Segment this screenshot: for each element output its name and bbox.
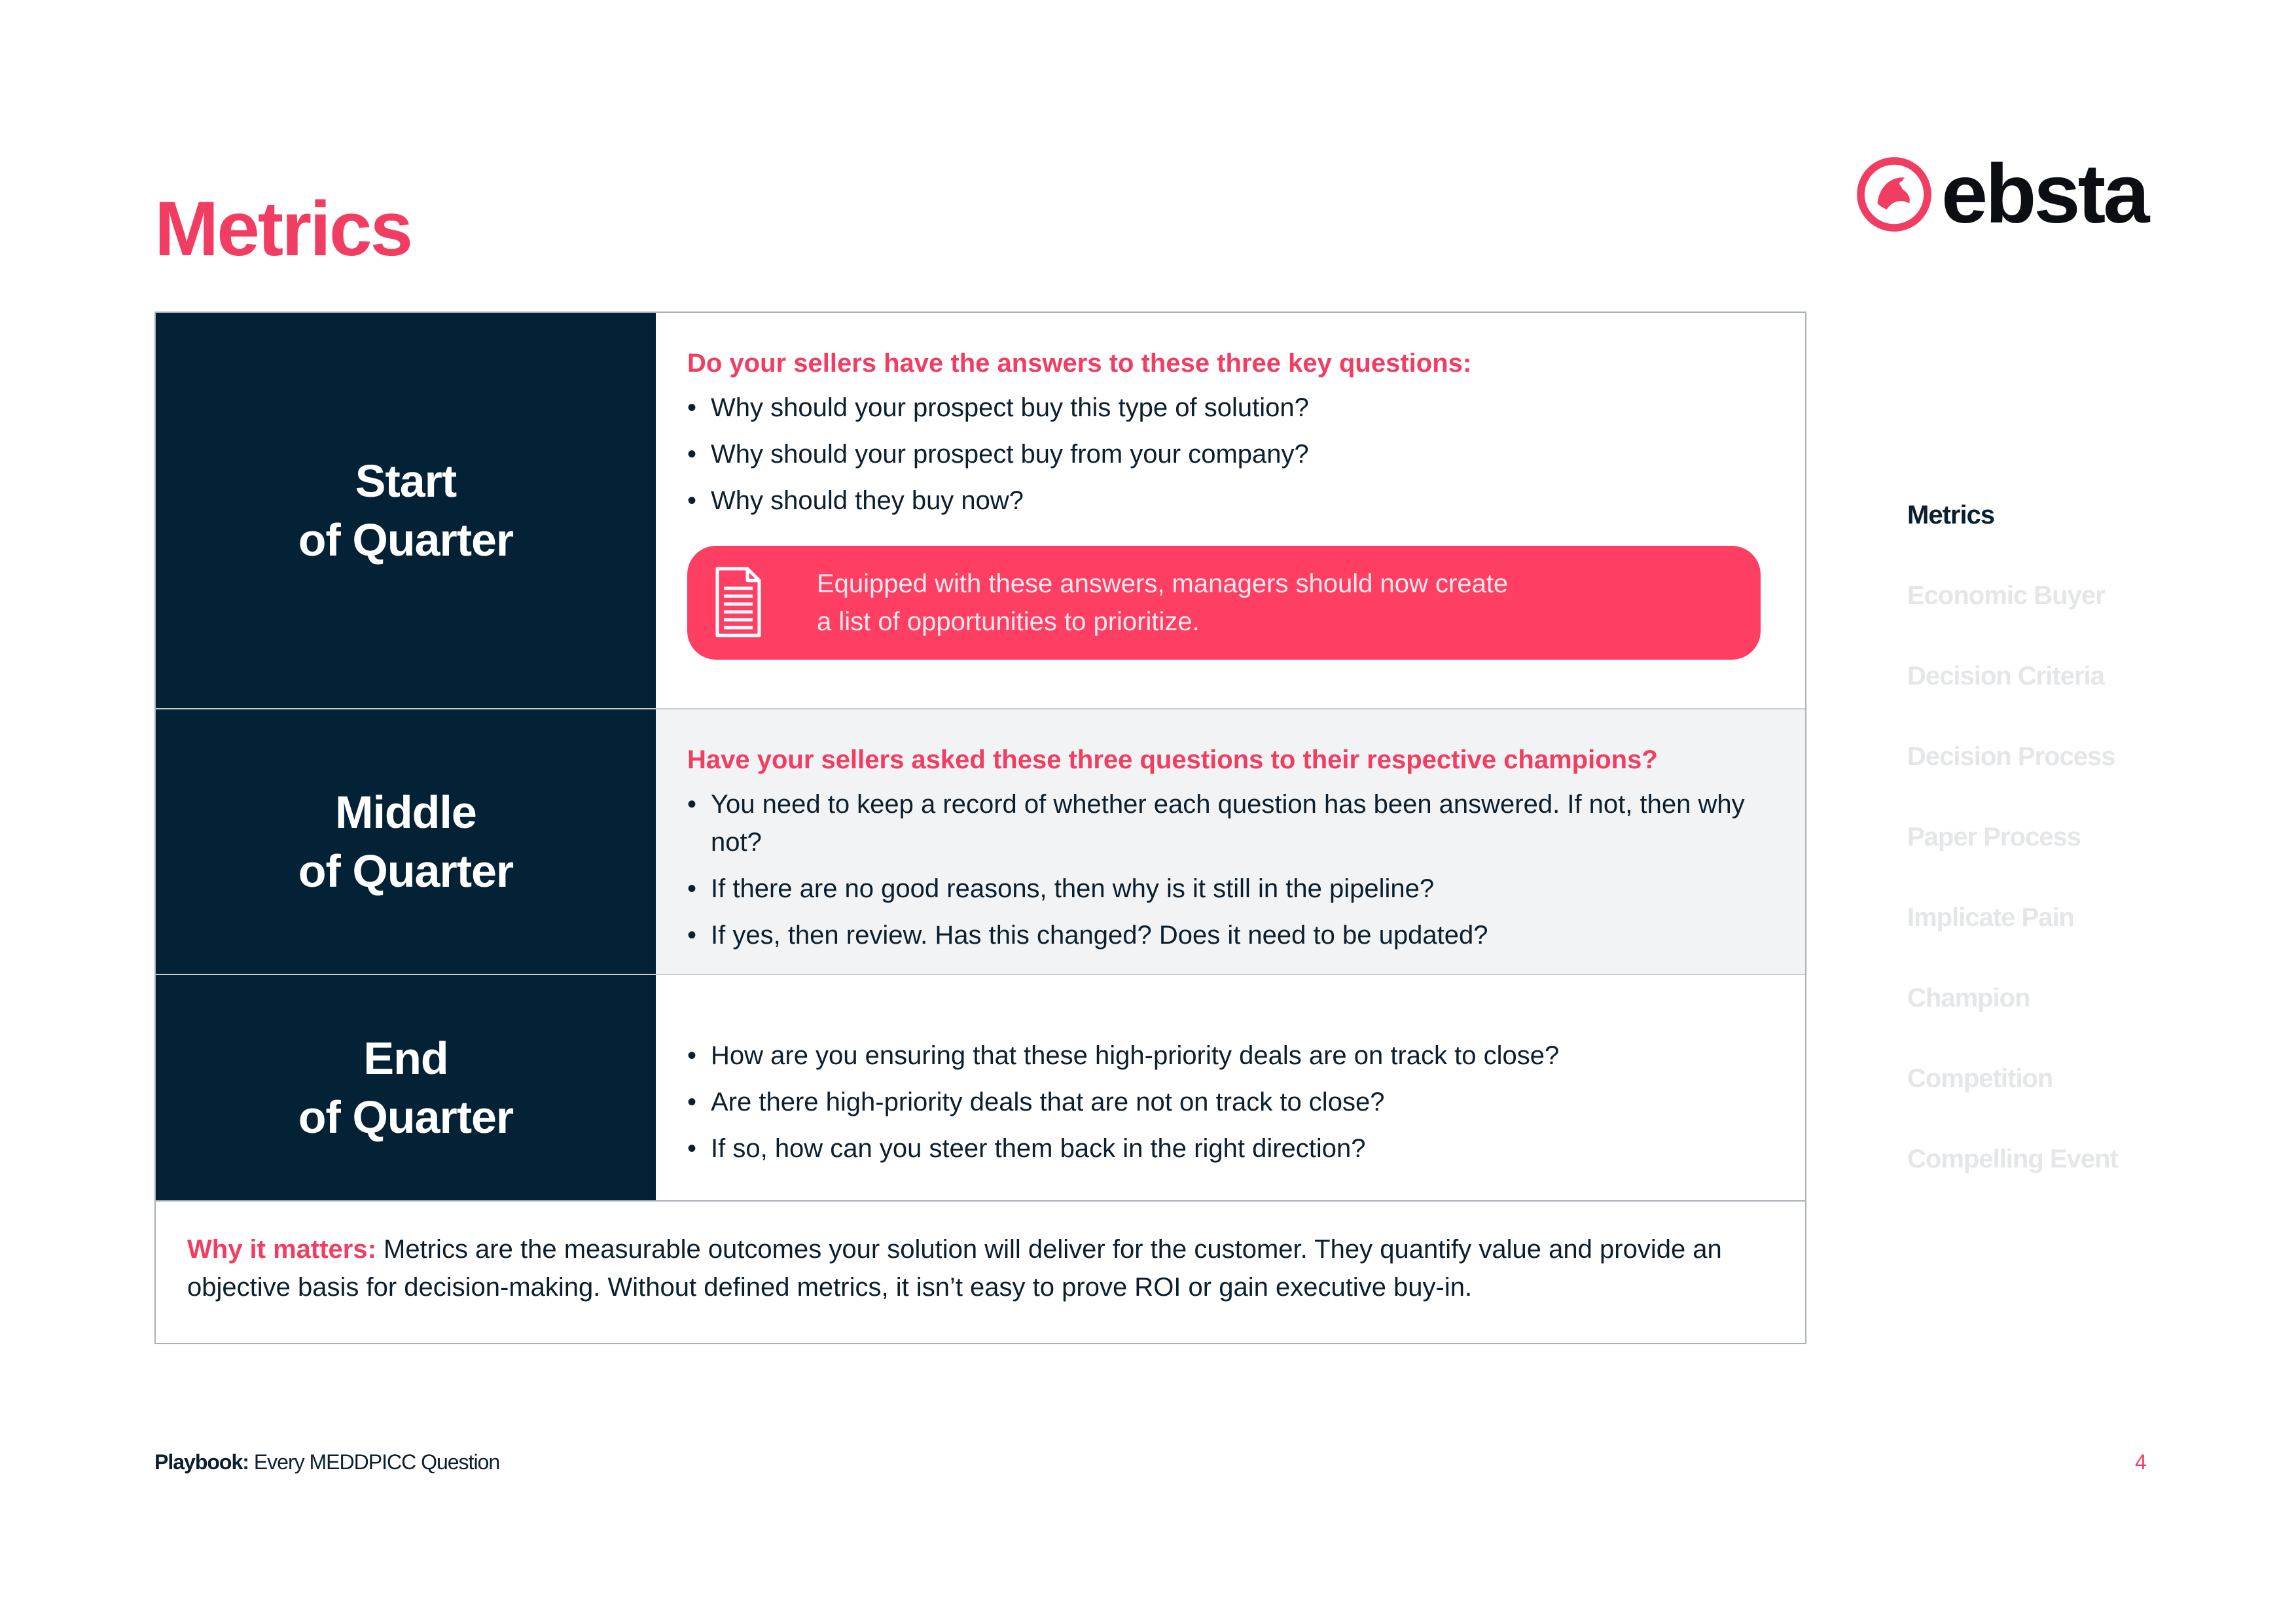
why-it-matters: [156, 1200, 1805, 1343]
list-item: • Why should your prospect buy this type of solution?: [687, 389, 1778, 427]
nav-item-paper-process[interactable]: Paper Process: [1907, 823, 2081, 851]
callout-line2: a list of opportunities to prioritize.: [817, 607, 1200, 636]
ebsta-wordmark: ebsta: [1941, 147, 2147, 241]
callout-line1: Equipped with these answers, managers should now create: [817, 569, 1509, 598]
question-heading: Have your sellers asked these three questions to their respective champions?: [687, 745, 1658, 774]
nav-item-economic-buyer[interactable]: Economic Buyer: [1907, 581, 2105, 610]
list-item: • Why should your prospect buy from your company?: [687, 435, 1778, 473]
row-label: [298, 452, 513, 569]
list-item: • Why should they buy now?: [687, 482, 1778, 520]
row-label-line1: Middle: [335, 787, 476, 838]
list-item: • How are you ensuring that these high-priority deals are on track to close?: [687, 1037, 1778, 1075]
why-it-matters-label: Why it matters:: [187, 1235, 376, 1264]
row-content-cell: [656, 313, 1805, 708]
row-label-cell: [156, 709, 656, 974]
list-item: • Are there high-priority deals that are not on track to close?: [687, 1083, 1778, 1121]
nav-item-champion[interactable]: Champion: [1907, 984, 2030, 1012]
footer-playbook: [154, 1450, 499, 1474]
nav-item-implicate-pain[interactable]: Implicate Pain: [1907, 903, 2074, 932]
callout-box: [687, 546, 1761, 660]
row-content-cell: [656, 975, 1805, 1200]
footer-title: Every MEDDPICC Question: [248, 1450, 500, 1474]
row-label-line2: of Quarter: [298, 846, 514, 897]
row-end-of-quarter: [156, 974, 1805, 1200]
list-item: • If so, how can you steer them back in the right direction?: [687, 1130, 1778, 1168]
row-start-of-quarter: [156, 313, 1805, 708]
question-list: [687, 389, 1778, 520]
question-list: [687, 785, 1778, 954]
list-item: • If yes, then review. Has this changed? Does it need to be updated?: [687, 916, 1778, 954]
nav-item-metrics[interactable]: Metrics: [1907, 501, 1995, 529]
row-label-cell: [156, 313, 656, 708]
row-content-cell: [656, 709, 1805, 974]
ebsta-bird-icon: [1856, 156, 1932, 232]
why-it-matters-text: Metrics are the measurable outcomes your solution will deliver for the customer. They quantify value and provide an objective basis for decision-making. Without defined metrics, it isn’t easy to prove ROI or gain executive buy-in.: [187, 1235, 1722, 1302]
section-nav: [1907, 499, 2118, 1223]
row-label: [298, 1029, 513, 1147]
row-label: [298, 783, 513, 901]
nav-item-decision-process[interactable]: Decision Process: [1907, 742, 2115, 771]
row-middle-of-quarter: [156, 708, 1805, 974]
list-item: • If there are no good reasons, then why is it still in the pipeline?: [687, 870, 1778, 908]
list-item: • You need to keep a record of whether each question has been answered. If not, then why not?: [687, 785, 1778, 861]
callout-text: [817, 565, 1508, 641]
ebsta-logo: [1856, 147, 2147, 241]
row-label-line2: of Quarter: [298, 514, 514, 565]
quarter-table: [154, 312, 1806, 1344]
footer-label: Playbook:: [154, 1450, 249, 1474]
document-icon: [713, 566, 763, 639]
nav-item-compelling-event[interactable]: Compelling Event: [1907, 1145, 2118, 1173]
row-label-line1: End: [363, 1033, 448, 1084]
row-label-line1: Start: [355, 455, 457, 507]
nav-item-decision-criteria[interactable]: Decision Criteria: [1907, 662, 2104, 690]
page-title: Metrics: [154, 186, 412, 272]
row-label-cell: [156, 975, 656, 1200]
page-number: 4: [2135, 1450, 2147, 1474]
nav-item-competition[interactable]: Competition: [1907, 1064, 2053, 1093]
row-label-line2: of Quarter: [298, 1092, 514, 1143]
question-list: [687, 1037, 1778, 1168]
question-heading: Do your sellers have the answers to these three key questions:: [687, 349, 1472, 378]
